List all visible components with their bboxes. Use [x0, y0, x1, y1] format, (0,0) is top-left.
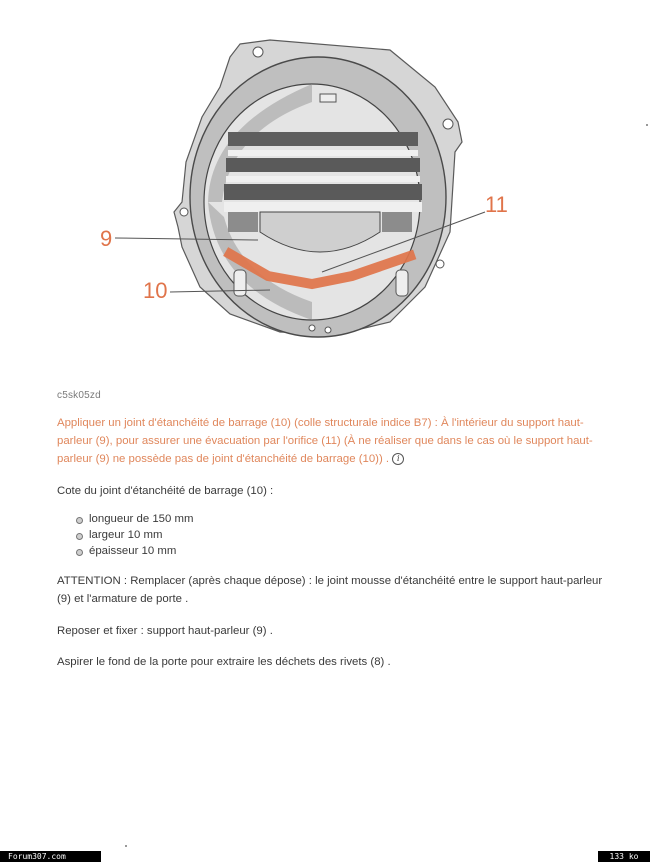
- side-tab: [382, 212, 412, 232]
- mount-hole: [253, 47, 263, 57]
- post: [396, 270, 408, 296]
- footer-file-size: 133 ko: [598, 851, 650, 862]
- refit-instruction: Reposer et fixer : support haut-parleur (9) .: [57, 625, 273, 637]
- callout-10: 10: [143, 278, 168, 303]
- apply-seal-text: Appliquer un joint d'étanchéité de barrage (10) (colle structurale indice B7) : À l'intérieur du support haut-parleur (9), pour assurer une évacuation par l'orifice (11) (À ne réaliser que dans le cas où le support haut-parleur (9) ne possède pas de joint d'étanchéité de barrage (10)) .: [57, 417, 593, 465]
- drain-hole: [325, 327, 331, 333]
- mount-hole: [436, 260, 444, 268]
- list-item: longueur de 150 mm: [75, 511, 193, 527]
- mount-hole: [443, 119, 453, 129]
- speaker-support-figure: [90, 32, 530, 352]
- grille-slat: [226, 176, 420, 182]
- grille-slat: [224, 202, 422, 212]
- seal-dimensions-intro: Cote du joint d'étanchéité de barrage (10) :: [57, 485, 274, 497]
- mount-hole: [180, 208, 188, 216]
- seal-dimensions-list: [75, 511, 193, 559]
- scan-speck: [646, 124, 648, 126]
- figure-reference-code: c5sk05zd: [57, 390, 101, 401]
- scan-speck: [125, 845, 127, 847]
- callout-11: 11: [485, 192, 508, 217]
- apply-seal-instruction: [57, 414, 617, 468]
- grille-slat: [224, 184, 422, 200]
- grille-slat: [228, 150, 418, 156]
- info-icon[interactable]: i: [392, 453, 404, 465]
- vacuum-instruction: Aspirer le fond de la porte pour extraire les déchets des rivets (8) .: [57, 656, 391, 668]
- drain-hole: [309, 325, 315, 331]
- post: [234, 270, 246, 296]
- footer-site-label[interactable]: Forum307.com: [0, 851, 101, 862]
- callout-9: 9: [100, 226, 113, 251]
- attention-note: ATTENTION : Remplacer (après chaque dépose) : le joint mousse d'étanchéité entre le support haut-parleur (9) et l'armature de porte .: [57, 575, 603, 605]
- top-tab: [320, 94, 336, 102]
- side-tab: [228, 212, 258, 232]
- list-item: épaisseur 10 mm: [75, 543, 193, 559]
- list-item: largeur 10 mm: [75, 527, 193, 543]
- grille-slat: [228, 132, 418, 146]
- grille-slat: [226, 158, 420, 172]
